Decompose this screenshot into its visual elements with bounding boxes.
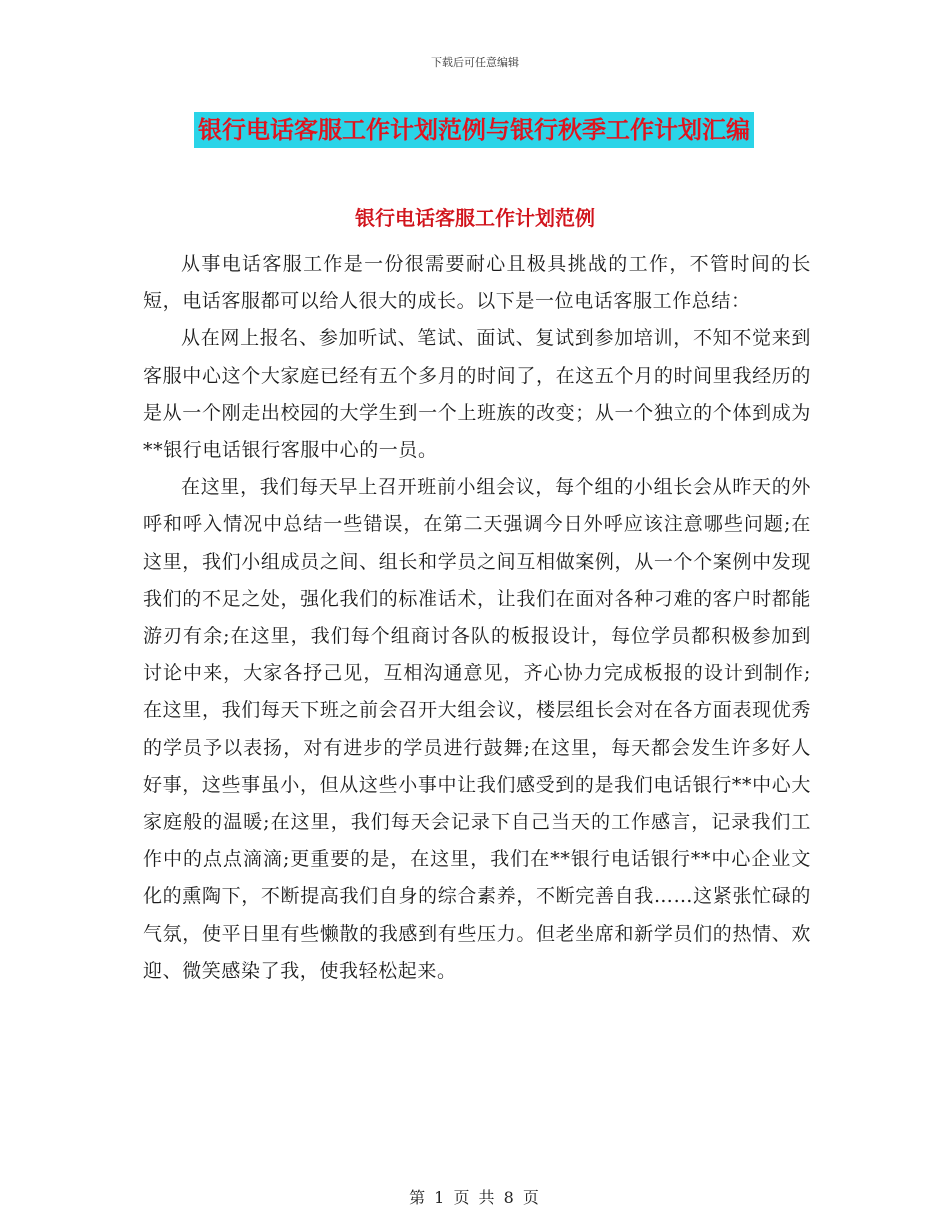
paragraph-2: 从在网上报名、参加听试、笔试、面试、复试到参加培训，不知不觉来到客服中心这个大家庭已经有五个多月的时间了，在这五个月的时间里我经历的是从一个刚走出校园的大学生到一个上班族的改变；从一个独立的个体到成为**银行电话银行客服中心的一员。 [143,327,811,462]
header-note: 下载后可任意编辑 [431,56,519,69]
paragraph-1: 从事电话客服工作是一份很需要耐心且极具挑战的工作，不管时间的长短，电话客服都可以给人很大的成长。以下是一位电话客服工作总结： [143,253,811,313]
page-footer: 第 1 页 共 8 页 [409,1188,541,1207]
section-title: 银行电话客服工作计划范例 [355,206,595,230]
body-text [143,246,811,990]
paragraph-3: 在这里，我们每天早上召开班前小组会议，每个组的小组长会从昨天的外呼和呼入情况中总结一些错误，在第二天强调今日外呼应该注意哪些问题;在这里，我们小组成员之间、组长和学员之间互相做案例，从一个个案例中发现我们的不足之处，强化我们的标准话术，让我们在面对各种刁难的客户时都能游刃有余;在这里，我们每个组商讨各队的板报设计，每位学员都积极参加到讨论中来，大家各抒己见，互相沟通意见，齐心协力完成板报的设计到制作;在这里，我们每天下班之前会召开大组会议，楼层组长会对在各方面表现优秀的学员予以表扬，对有进步的学员进行鼓舞;在这里，每天都会发生许多好人好事，这些事虽小，但从这些小事中让我们感受到的是我们电话银行**中心大家庭般的温暖;在这里，我们每天会记录下自己当天的工作感言，记录我们工作中的点点滴滴;更重要的是，在这里，我们在**银行电话银行**中心企业文化的熏陶下，不断提高我们自身的综合素养，不断完善自我……这紧张忙碌的气氛，使平日里有些懒散的我感到有些压力。但老坐席和新学员们的热情、欢迎、微笑感染了我，使我轻松起来。 [143,476,811,982]
document-title: 银行电话客服工作计划范例与银行秋季工作计划汇编 [194,112,754,148]
